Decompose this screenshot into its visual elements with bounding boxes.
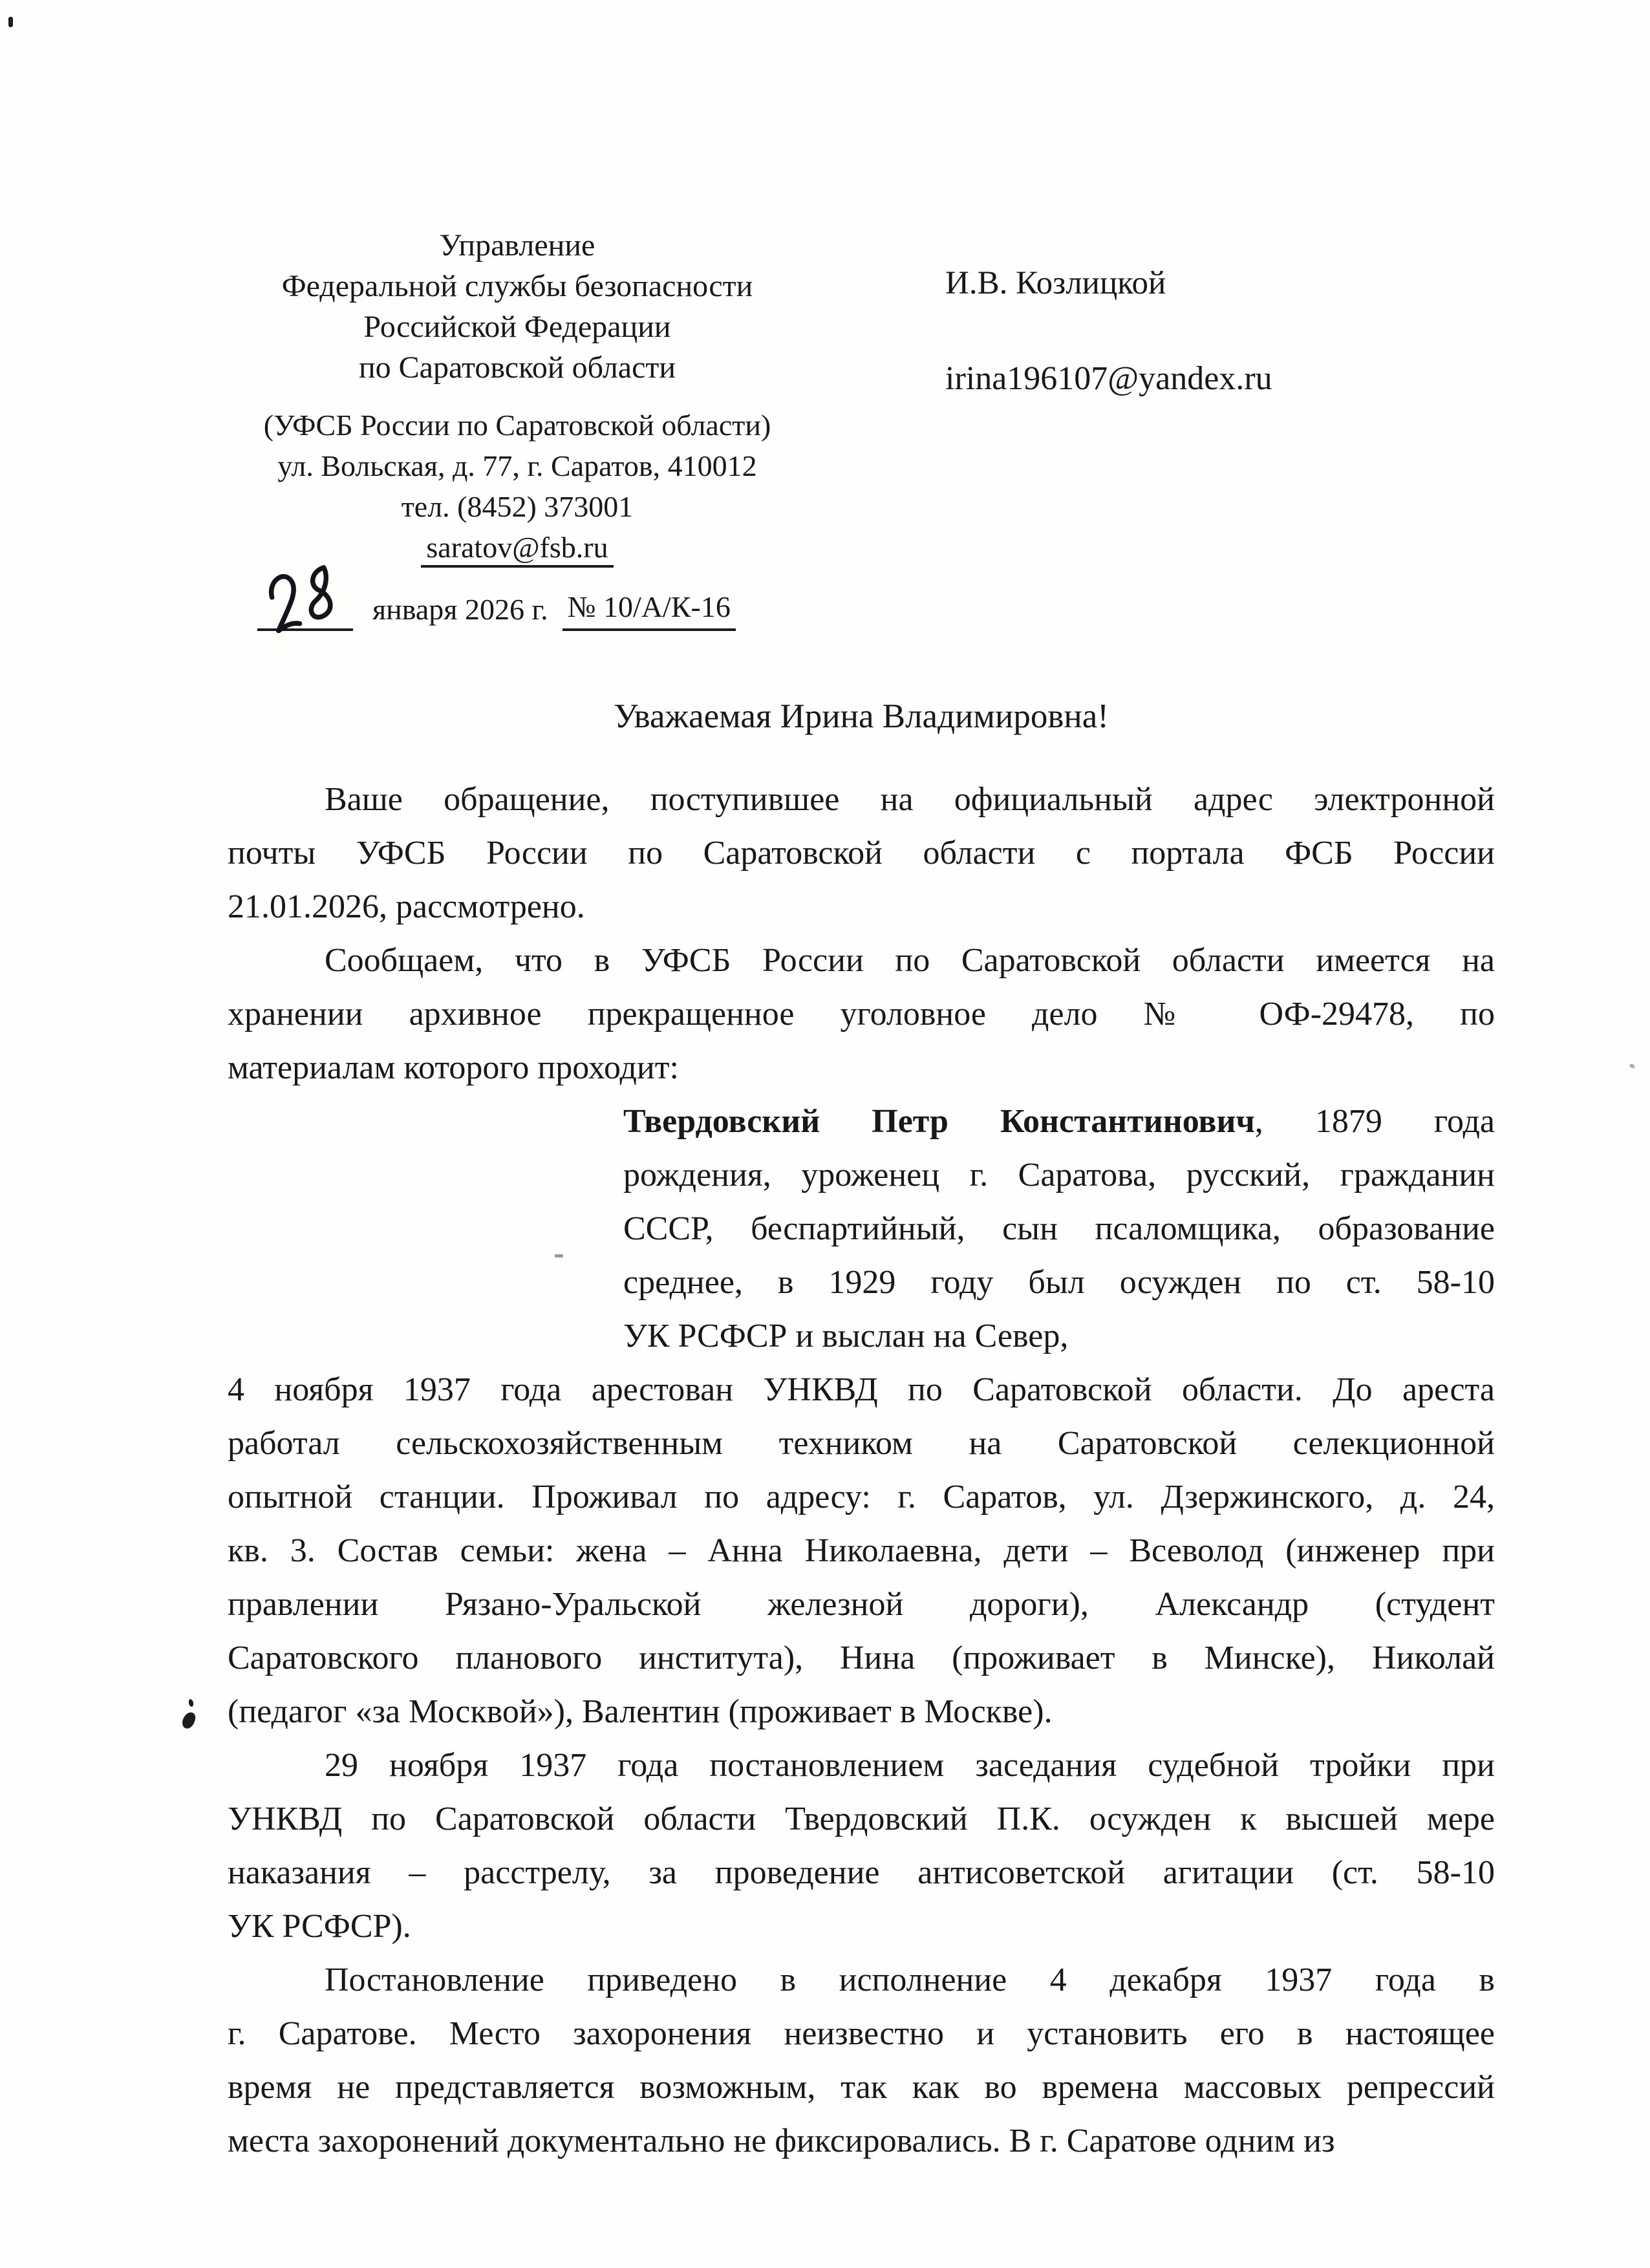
letterhead bbox=[207, 225, 828, 631]
text-line: рождения, уроженец г. Саратова, русский, гражданин bbox=[623, 1157, 1495, 1193]
text-line: 21.01.2026, рассмотрено. bbox=[228, 888, 585, 925]
text-line: г. Саратове. Место захоронения неизвестно и установить его в настоящее bbox=[228, 2015, 1495, 2052]
text-line: кв. 3. Состав семьи: жена – Анна Николаевна, дети – Всеволод (инженер при bbox=[228, 1532, 1495, 1569]
text-line: Саратовского планового института), Нина (проживает в Минске), Николай bbox=[228, 1640, 1495, 1676]
text-line: СССР, беспартийный, сын псаломщика, образование bbox=[623, 1210, 1495, 1247]
date-and-number-line bbox=[207, 575, 828, 631]
text-line: Федеральной службы безопасности bbox=[281, 269, 753, 303]
addressee-name: И.В. Козлицкой bbox=[945, 265, 1166, 301]
text-line: хранении архивное прекращенное уголовное дело № ОФ-29478, по bbox=[228, 996, 1495, 1032]
date-text: января 2026 г. bbox=[372, 593, 548, 626]
paragraph-case-on-file bbox=[228, 934, 1495, 1095]
org-name-block bbox=[207, 225, 828, 388]
scan-dot-artifact bbox=[1629, 1063, 1636, 1069]
text-line: места захоронений документально не фиксировались. В г. Саратове одним из bbox=[228, 2123, 1335, 2159]
text-line: наказания – расстрелу, за проведение антисоветской агитации (ст. 58-10 bbox=[228, 1854, 1495, 1891]
org-email: saratov@fsb.ru bbox=[421, 531, 613, 568]
text-line: Ваше обращение, поступившее на официальный адрес электронной bbox=[325, 781, 1495, 818]
document-number: № 10/А/К-16 bbox=[562, 586, 736, 631]
text-line: Управление bbox=[439, 228, 595, 262]
text-line: 29 ноября 1937 года постановлением заседания судебной тройки при bbox=[325, 1747, 1495, 1784]
paragraph-appeal-received bbox=[228, 773, 1495, 934]
text-line: время не представляется возможным, так как во времена массовых репрессий bbox=[228, 2069, 1495, 2106]
addressee-block bbox=[945, 264, 1272, 398]
paragraph-execution-burial bbox=[228, 1953, 1495, 2168]
text-line: по Саратовской области bbox=[358, 350, 676, 385]
person-name-bold: Твердовский Петр Константинович bbox=[623, 1103, 1255, 1140]
text-line: материалам которого проходит: bbox=[228, 1049, 679, 1086]
text-line: Сообщаем, что в УФСБ России по Саратовской области имеется на bbox=[325, 942, 1495, 979]
handwritten-day-field bbox=[257, 587, 353, 631]
person-line1-rest: , 1879 года bbox=[1254, 1103, 1495, 1140]
salutation: Уважаемая Ирина Владимировна! bbox=[614, 698, 1109, 735]
text-line: работал сельскохозяйственным техником на Саратовской селекционной bbox=[228, 1425, 1495, 1462]
addressee-email: irina196107@yandex.ru bbox=[945, 360, 1272, 397]
person-details-block bbox=[623, 1095, 1495, 1363]
letter-body bbox=[228, 773, 1495, 2168]
text-line bbox=[623, 1095, 1495, 1148]
org-short-name: (УФСБ России по Саратовской области) bbox=[263, 409, 771, 442]
text-line: Российской Федерации bbox=[363, 310, 671, 344]
text-line: почты УФСБ России по Саратовской области с портала ФСБ России bbox=[228, 835, 1495, 872]
text-line: (педагог «за Москвой»), Валентин (проживает в Москве). bbox=[228, 1693, 1053, 1730]
text-line: УК РСФСР и выслан на Север, bbox=[623, 1318, 1069, 1354]
text-line: среднее, в 1929 году был осужден по ст. 58-10 bbox=[623, 1264, 1495, 1301]
org-address: ул. Вольская, д. 77, г. Саратов, 410012 bbox=[277, 449, 757, 482]
handwritten-day-ink bbox=[255, 550, 359, 641]
text-line: УНКВД по Саратовской области Твердовский П.К. осужден к высшей мере bbox=[228, 1801, 1495, 1837]
paragraph-sentence bbox=[228, 1738, 1495, 1953]
text-line: УК РСФСР). bbox=[228, 1908, 411, 1945]
paragraph-arrest-family bbox=[228, 1363, 1495, 1738]
text-line: опытной станции. Проживал по адресу: г. Саратов, ул. Дзержинского, д. 24, bbox=[228, 1479, 1495, 1515]
text-line: правлении Рязано-Уральской железной дороги), Александр (студент bbox=[228, 1586, 1495, 1623]
org-phone: тел. (8452) 373001 bbox=[401, 490, 634, 523]
text-line: Постановление приведено в исполнение 4 декабря 1937 года в bbox=[325, 1962, 1495, 1998]
person-details-lines bbox=[623, 1148, 1495, 1363]
scan-speck bbox=[8, 17, 13, 27]
text-line: 4 ноября 1937 года арестован УНКВД по Саратовской области. До ареста bbox=[228, 1371, 1495, 1408]
ink-blot bbox=[180, 1711, 197, 1730]
scan-dash-artifact bbox=[555, 1254, 563, 1257]
ink-blot-dot bbox=[188, 1698, 194, 1707]
